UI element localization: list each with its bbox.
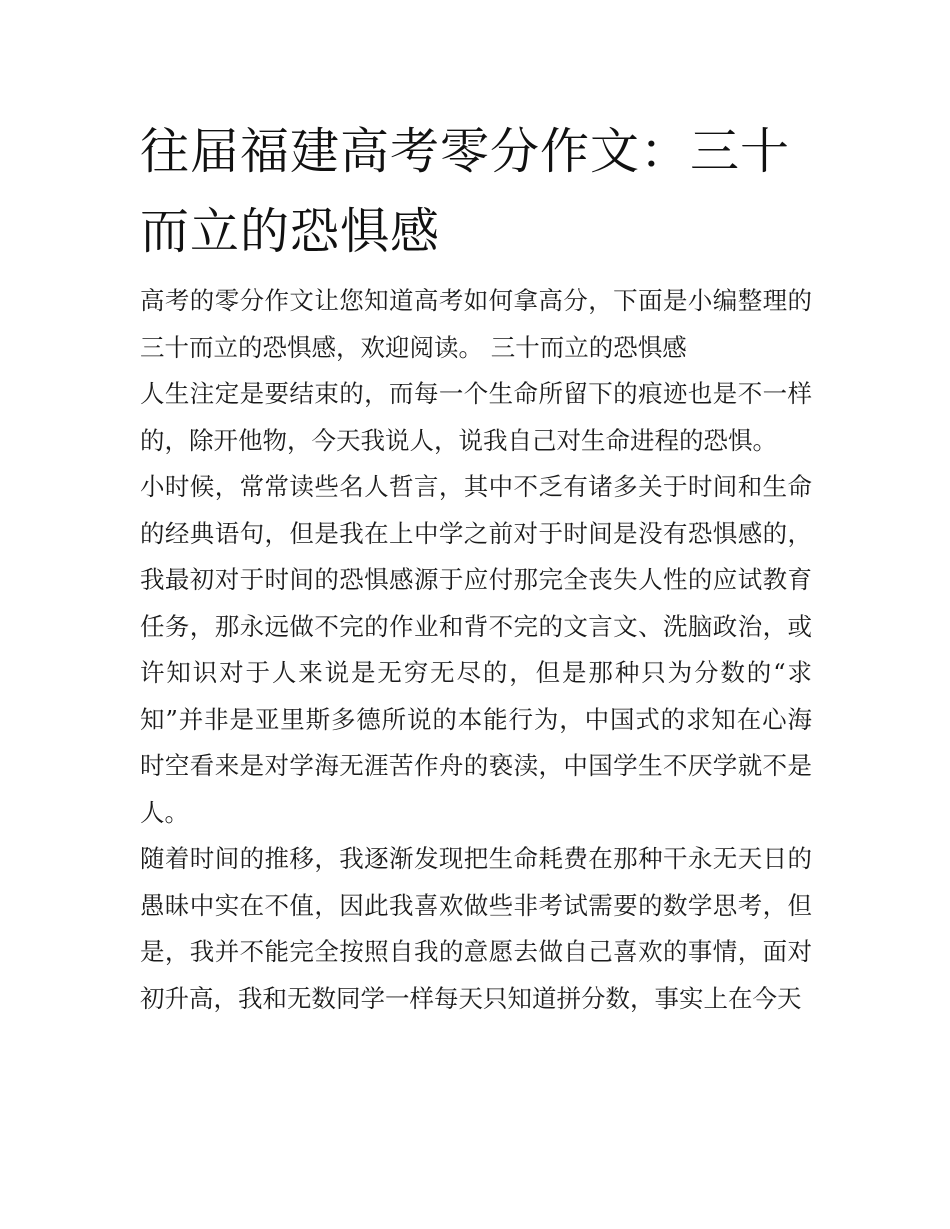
paragraph-time: 随着时间的推移，我逐渐发现把生命耗费在那种干永无天日的愚昧中实在不值，因此我喜欢做些非考试需要的数学思考，但是，我并不能完全按照自我的意愿去做自己喜欢的事情，面对初升高，我和无数同学一样每天只知道拼分数，事实上在今天	[140, 844, 812, 1013]
document-title: 往届福建高考零分作文：三十而立的恐惧感	[140, 123, 791, 260]
paragraph-intro: 高考的零分作文让您知道高考如何拿高分，下面是小编整理的三十而立的恐惧感，欢迎阅读。 三十而立的恐惧感	[140, 286, 812, 362]
paragraph-life: 人生注定是要结束的，而每一个生命所留下的痕迹也是不一样的，除开他物，今天我说人，说我自己对生命进程的恐惧。	[140, 379, 812, 455]
paragraph-childhood: 小时候，常常读些名人哲言，其中不乏有诸多关于时间和生命的经典语句，但是我在上中学之前对于时间是没有恐惧感的，我最初对于时间的恐惧感源于应付那完全丧失人性的应试教育任务，那永远做不完的作业和背不完的文言文、洗脑政治，或许知识对于人来说是无穷无尽的，但是那种只为分数的“求知”并非是亚里斯多德所说的本能行为，中国式的求知在心海时空看来是对学海无涯苦作舟的亵渎，中国学生不厌学就不是人。	[140, 472, 812, 827]
document-body	[140, 278, 812, 1022]
